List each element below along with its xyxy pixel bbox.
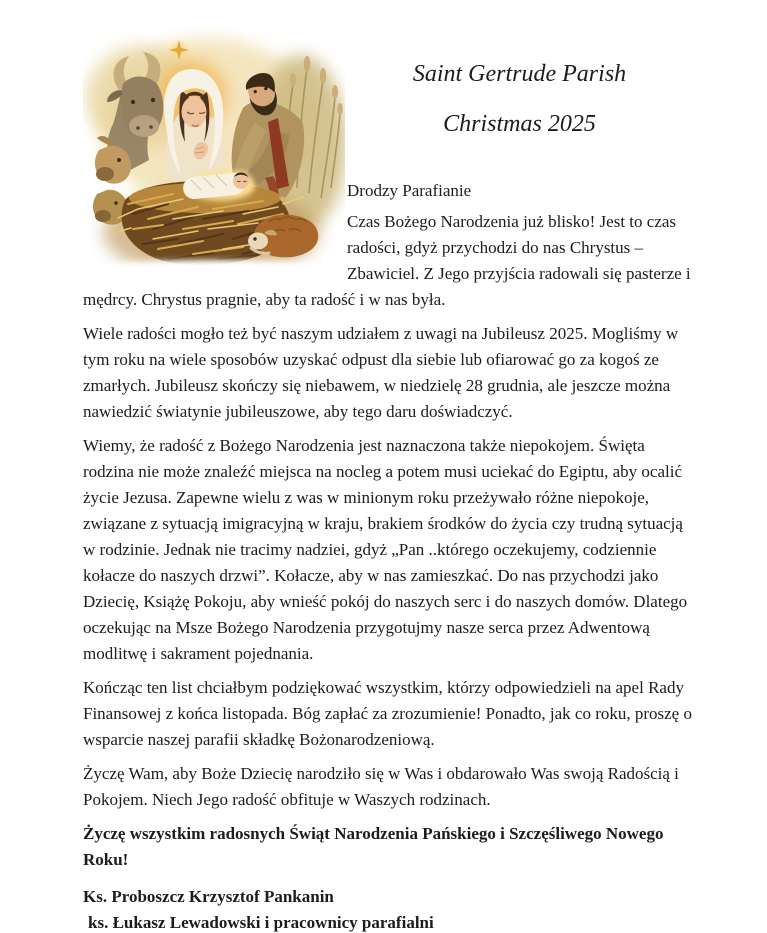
closing-wishes-text: Życzę wszystkim radosnych Świąt Narodzenia Pańskiego i Szczęśliwego Nowego Roku! (83, 824, 664, 869)
paragraph-thanks: Kończąc ten list chciałbym podziękować wszystkim, którzy odpowiedzieli na apel Rady Finansowej z końca listopada. Bóg zapłać za zrozumienie! Ponadto, jak co roku, proszę o wsparcie naszej parafii składkę Bożonarodzeniową. (83, 678, 692, 749)
paragraph-wishes: Życzę Wam, aby Boże Dziecię narodziło się w Was i obdarowało Was swoją Radością i Pokojem. Niech Jego radość obfituje w Waszych rodzinach. (83, 764, 679, 809)
paragraph-jubilee: Wiele radości mogło też być naszym udziałem z uwagi na Jubileusz 2025. Mogliśmy w tym roku na wiele sposobów uzyskać odpust dla siebie lub ofiarować go za kogoś ze zmarłych. Jubileusz skończy się niebawem, w niedzielę 28 grudnia, ale jeszcze można nawiedzić światynie jubileuszowe, aby tego daru doświadczyć. (83, 324, 679, 421)
nativity-scene-image (83, 28, 345, 273)
nativity-scene-icon (83, 28, 345, 273)
signature-staff: ks. Łukasz Lewadowski i pracownicy parafialni (88, 913, 434, 932)
signature-block (83, 884, 692, 933)
greeting-text: Drodzy Parafianie (347, 181, 472, 200)
signature-pastor: Ks. Proboszcz Krzysztof Pankanin (83, 887, 334, 906)
paragraph-intro: Czas Bożego Narodzenia już blisko! Jest to czas radości, gdyż przychodzi do nas Chrystus – Zbawiciel. Z Jego przyjścia radowali się pasterze i mędrcy. Chrystus pragnie, aby ta radość i w nas była. (83, 212, 691, 309)
christmas-title-line: Christmas 2025 (443, 111, 596, 137)
parish-title-line: Saint Gertrude Parish (412, 61, 627, 87)
paragraph-hope: Wiemy, że radość z Bożego Narodzenia jest naznaczona także niepokojem. Święta rodzina nie może znaleźć miejsca na nocleg a potem musi uciekać do Egiptu, aby ocalić życie Jezusa. Zapewne wielu z was w minionym roku przeżywało różne niepokoje, związane z sytuacją imigracyjną w kraju, brakiem środków do życia czy trudną sytuacją w rodzinie. Jednak nie tracimy nadziei, gdyż „Pan ..którego oczekujemy, codziennie kołacze do naszych drzwi”. Kołacze, aby w nas zamieszkać. Do nas przychodzi jako Dziecię, Książę Pokoju, aby wnieść pokój do naszych serc i do naszych domów. Dlatego oczekując na Msze Bożego Narodzenia przygotujmy nasze serca przez Adwentową modlitwę i sakrament pojednania. (83, 436, 688, 663)
mary-icon (164, 69, 224, 189)
